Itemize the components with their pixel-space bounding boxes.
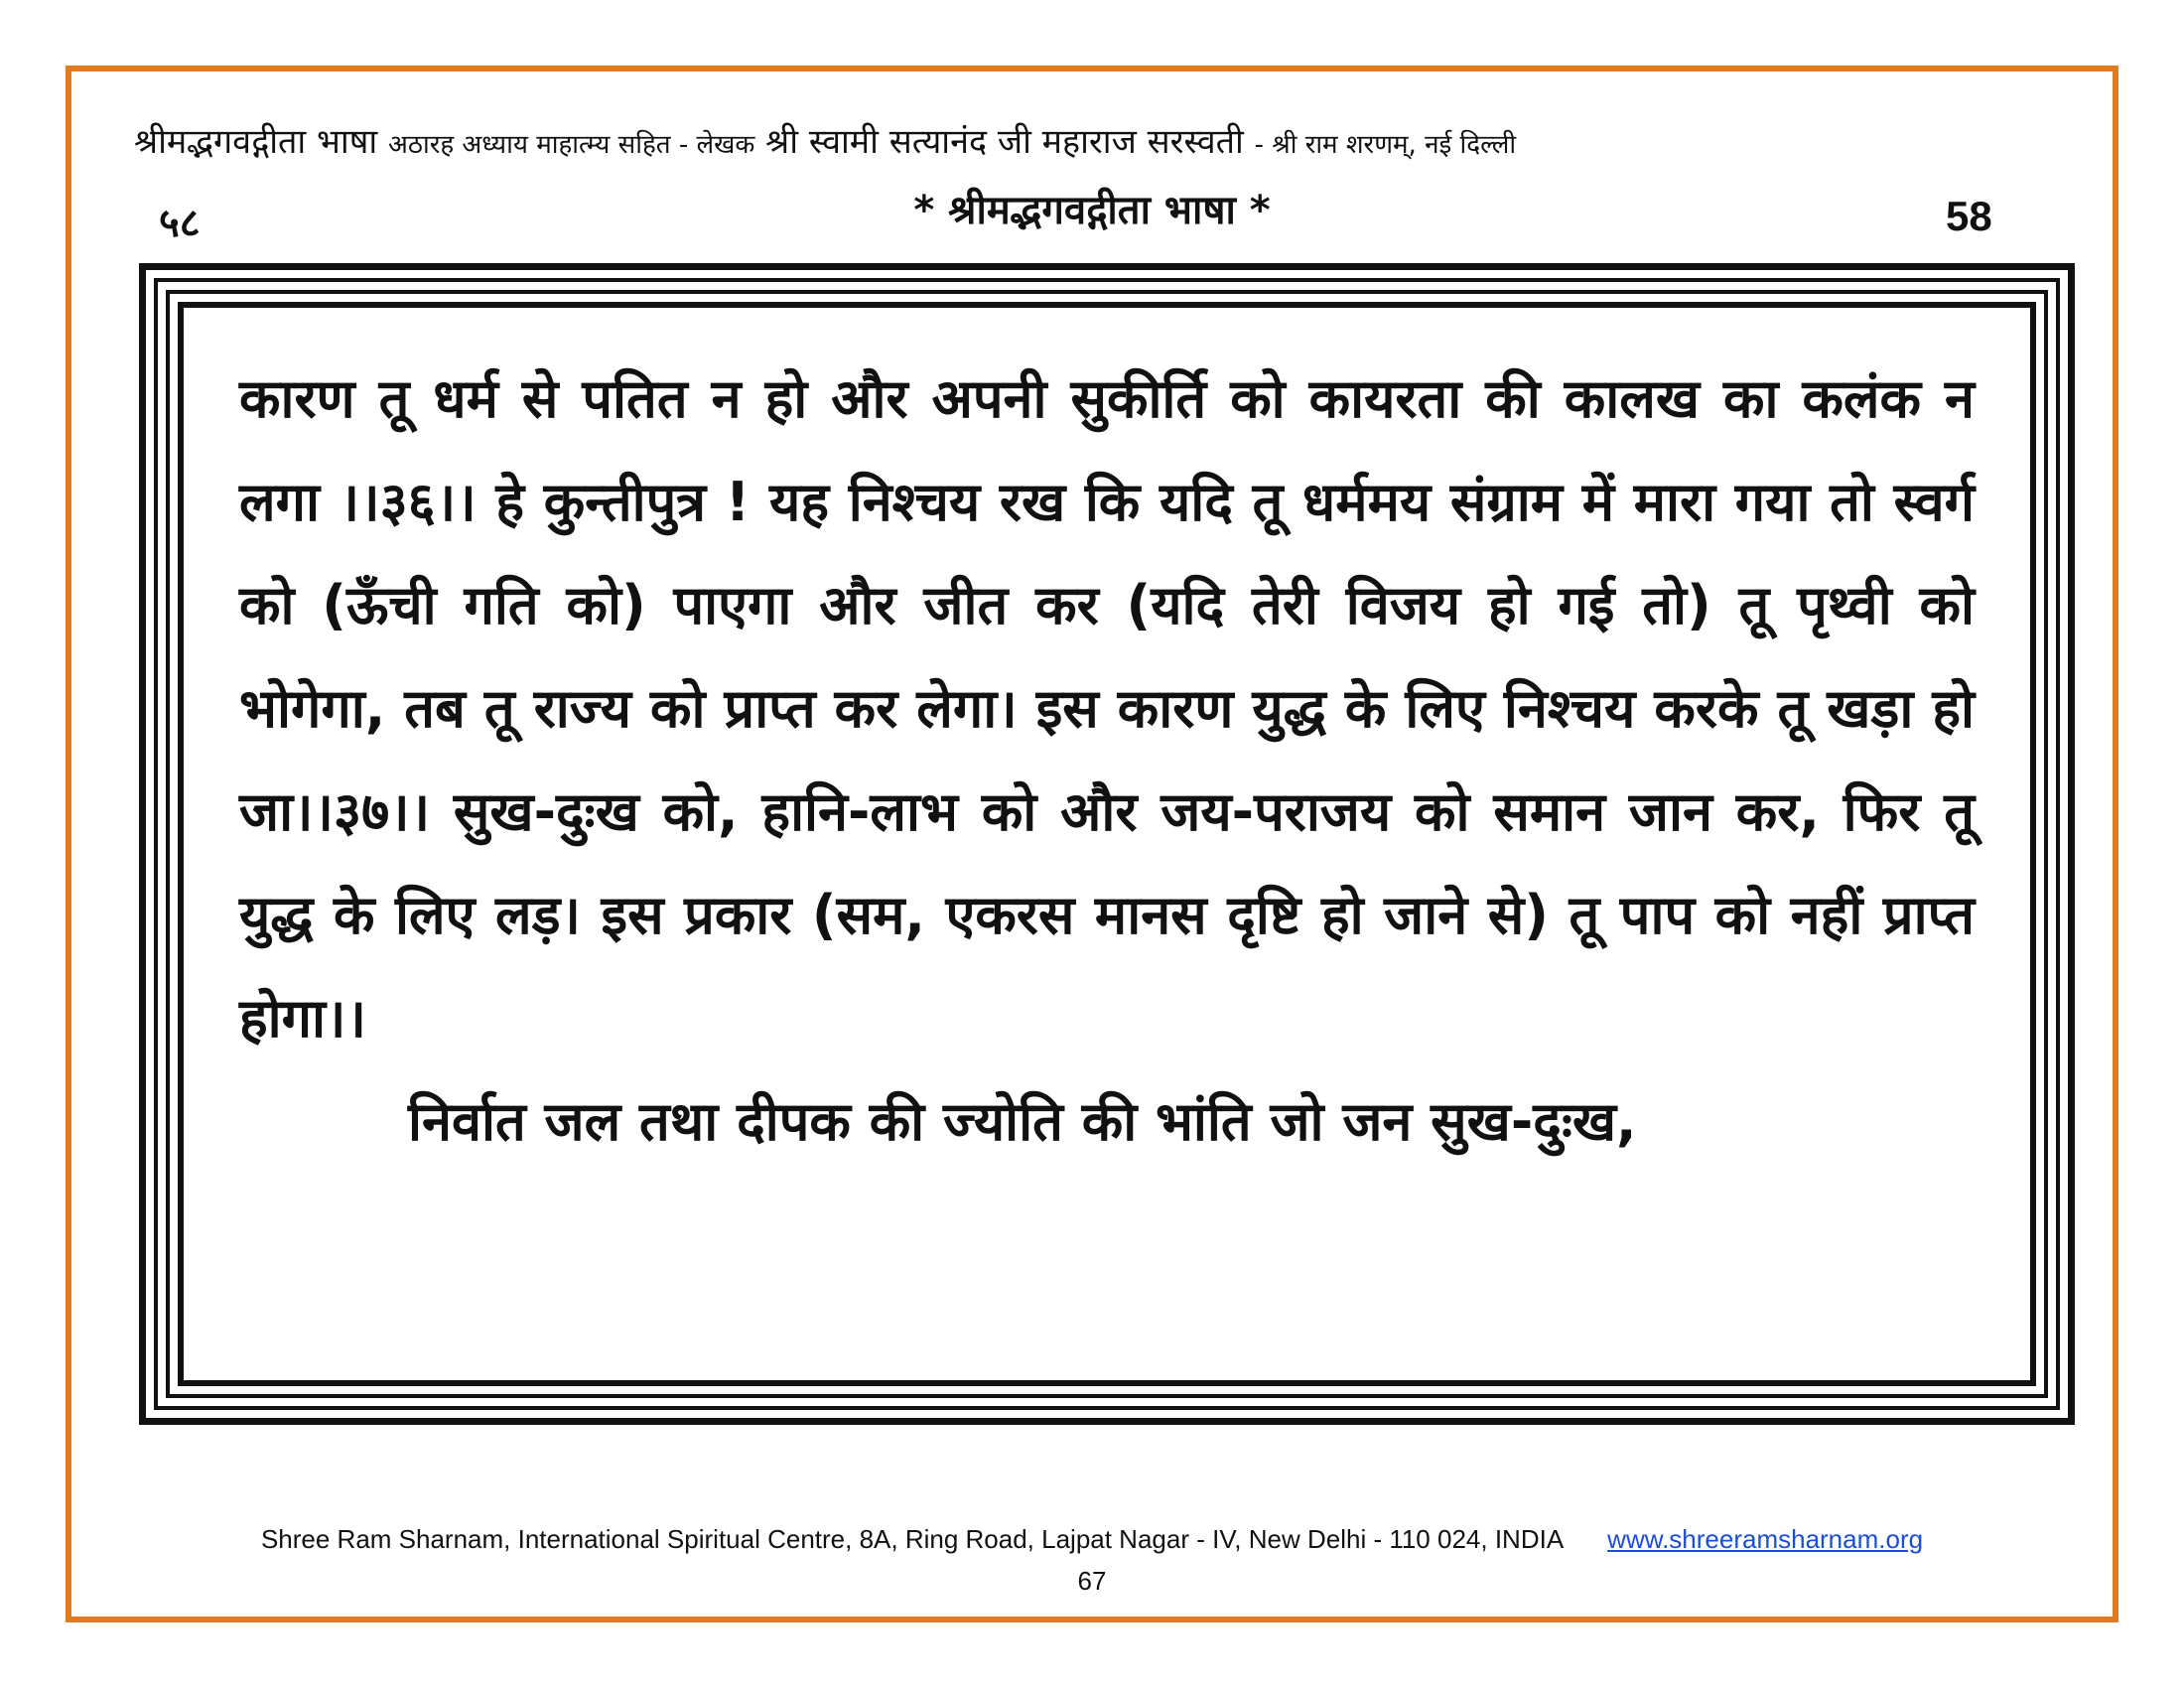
body-paragraph-1: कारण तू धर्म से पतित न हो और अपनी सुकीर्ति को कायरता की कालख का कलंक न लगा ।।३६।। हे कुन्तीपुत्र ! यह निश्चय रख कि यदि तू धर्ममय संग्राम में मारा गया तो स्वर्ग को (ऊँची गति को) पाएगा और जीत कर (यदि तेरी विजय हो गई तो) तू पृथ्वी को भोगेगा, तब तू राज्य को प्राप्त कर लेगा। इस कारण युद्ध के लिए निश्चय करके तू खड़ा हो जा।।३७।। सुख-दुःख को, हानि-लाभ को और जय-पराजय को समान जान कर, फिर तू युद्ध के लिए लड़। इस प्रकार (सम, एकरस मानस दृष्टि हो जाने से) तू पाप को नहीं प्राप्त होगा।।: [239, 367, 1975, 1050]
page-number-latin: 58: [1946, 193, 1992, 239]
header-author: श्री स्वामी सत्यानंद जी महाराज सरस्वती: [765, 122, 1244, 162]
body-paragraph-2: निर्वात जल तथा दीपक की ज्योति की भांति जो जन सुख-दुःख,: [408, 1090, 1637, 1153]
footer-page-number: 67: [1077, 1566, 1107, 1596]
header-title: श्रीमद्भगवद्गीता भाषा: [134, 122, 378, 162]
footer-website-link[interactable]: www.shreeramsharnam.org: [1607, 1524, 1924, 1554]
footer-address: Shree Ram Sharnam, International Spiritual Centre, 8A, Ring Road, Lajpat Nagar - IV, New Delhi - 110 024, INDIA: [260, 1524, 1565, 1554]
header-publisher: - श्री राम शरणम्, नई दिल्ली: [1254, 130, 1517, 160]
header: [134, 117, 2060, 170]
text-frame: [139, 263, 2075, 1425]
header-subtitle: अठारह अध्याय माहात्म्य सहित - लेखक: [387, 130, 755, 160]
footer: [0, 1524, 2184, 1555]
page-title: * श्रीमद्भगवद्गीता भाषा *: [913, 188, 1271, 233]
page-number-devanagari: ५८: [159, 201, 201, 246]
